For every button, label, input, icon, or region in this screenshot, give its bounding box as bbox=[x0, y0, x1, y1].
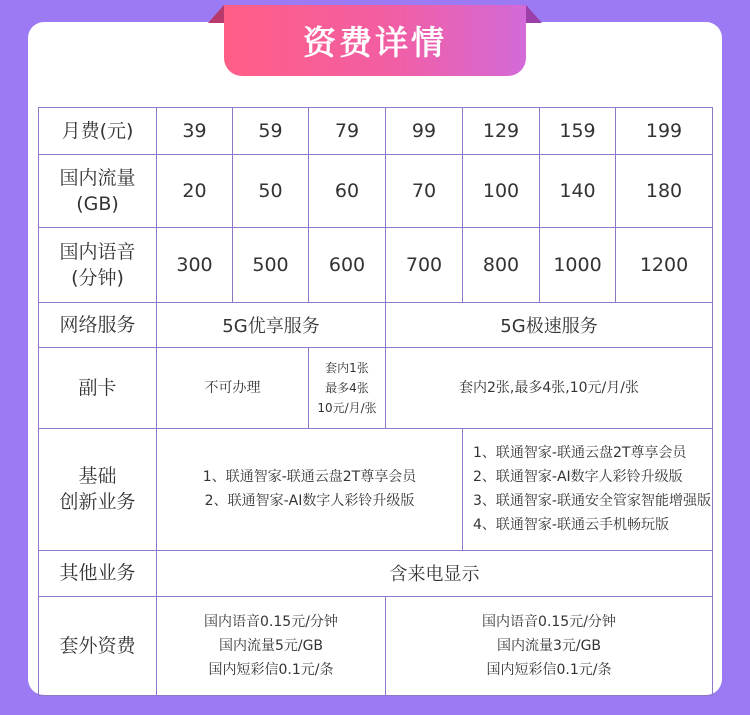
sub-card-line: 10元/月/张 bbox=[317, 401, 377, 416]
basic-line: 2、联通智家-AI数字人彩铃升级版 bbox=[473, 469, 683, 486]
data-cell: 100 bbox=[463, 154, 540, 228]
sub-card-cell-b bbox=[309, 348, 386, 429]
basic-line: 1、联通智家-联通云盘2T尊享会员 bbox=[202, 469, 417, 486]
sub-card-line: 最多4张 bbox=[325, 381, 369, 396]
fee-cell: 79 bbox=[309, 108, 386, 155]
row-label bbox=[39, 428, 157, 550]
network-cell-a: 5G优享服务 bbox=[157, 302, 386, 348]
basic-line: 3、联通智家-联通安全管家智能增强版 bbox=[473, 493, 711, 510]
other-cell: 含来电显示 bbox=[157, 551, 713, 597]
data-cell: 180 bbox=[616, 154, 713, 228]
sub-card-line: 套内1张 bbox=[325, 361, 369, 376]
table-row-voice bbox=[39, 228, 713, 303]
row-label bbox=[39, 228, 157, 303]
overage-cell-a bbox=[157, 596, 386, 695]
row-label: 套外资费 bbox=[39, 596, 157, 695]
basic-cell-b bbox=[463, 428, 713, 550]
data-cell: 50 bbox=[233, 154, 309, 228]
row-label-line: (分钟) bbox=[71, 266, 124, 289]
table-row-sub-card bbox=[39, 348, 713, 429]
row-label-line: 国内语音 bbox=[59, 240, 136, 263]
voice-cell: 800 bbox=[463, 228, 540, 303]
row-label-line: 创新业务 bbox=[59, 491, 136, 514]
overage-line: 国内短彩信0.1元/条 bbox=[486, 661, 612, 678]
basic-cell-a bbox=[157, 428, 463, 550]
overage-cell-b bbox=[386, 596, 713, 695]
title-banner bbox=[224, 5, 526, 76]
row-label bbox=[39, 154, 157, 228]
overage-line: 国内短彩信0.1元/条 bbox=[208, 661, 334, 678]
voice-cell: 600 bbox=[309, 228, 386, 303]
voice-cell: 500 bbox=[233, 228, 309, 303]
data-cell: 60 bbox=[309, 154, 386, 228]
sub-card-cell-a: 不可办理 bbox=[157, 348, 309, 429]
network-cell-b: 5G极速服务 bbox=[386, 302, 713, 348]
table-row-basic-services bbox=[39, 428, 713, 550]
voice-cell: 1200 bbox=[616, 228, 713, 303]
basic-line: 2、联通智家-AI数字人彩铃升级版 bbox=[204, 493, 415, 510]
fee-cell: 129 bbox=[463, 108, 540, 155]
overage-line: 国内流量5元/GB bbox=[218, 637, 324, 654]
row-label-line: 基础 bbox=[78, 465, 117, 488]
row-label-line: (GB) bbox=[76, 192, 119, 215]
data-cell: 20 bbox=[157, 154, 233, 228]
row-label: 副卡 bbox=[39, 348, 157, 429]
tariff-table bbox=[38, 107, 713, 696]
data-cell: 140 bbox=[540, 154, 616, 228]
fee-cell: 59 bbox=[233, 108, 309, 155]
fee-cell: 199 bbox=[616, 108, 713, 155]
page-title: 资费详情 bbox=[303, 23, 447, 62]
row-label: 网络服务 bbox=[39, 302, 157, 348]
overage-line: 国内语音0.15元/分钟 bbox=[482, 613, 616, 630]
table-row-data bbox=[39, 154, 713, 228]
row-label-line: 国内流量 bbox=[59, 166, 136, 189]
sub-card-cell-c: 套内2张,最多4张,10元/月/张 bbox=[386, 348, 713, 429]
voice-cell: 1000 bbox=[540, 228, 616, 303]
fee-cell: 39 bbox=[157, 108, 233, 155]
table-row-overage bbox=[39, 596, 713, 695]
overage-line: 国内语音0.15元/分钟 bbox=[204, 613, 338, 630]
table-row-other bbox=[39, 551, 713, 597]
data-cell: 70 bbox=[386, 154, 463, 228]
overage-line: 国内流量3元/GB bbox=[496, 637, 602, 654]
fee-cell: 99 bbox=[386, 108, 463, 155]
fee-cell: 159 bbox=[540, 108, 616, 155]
table-row-monthly-fee bbox=[39, 108, 713, 155]
row-label: 月费(元) bbox=[39, 108, 157, 155]
voice-cell: 700 bbox=[386, 228, 463, 303]
basic-line: 4、联通智家-联通云手机畅玩版 bbox=[473, 517, 669, 534]
voice-cell: 300 bbox=[157, 228, 233, 303]
basic-line: 1、联通智家-联通云盘2T尊享会员 bbox=[473, 445, 687, 462]
table-row-network bbox=[39, 302, 713, 348]
row-label: 其他业务 bbox=[39, 551, 157, 597]
